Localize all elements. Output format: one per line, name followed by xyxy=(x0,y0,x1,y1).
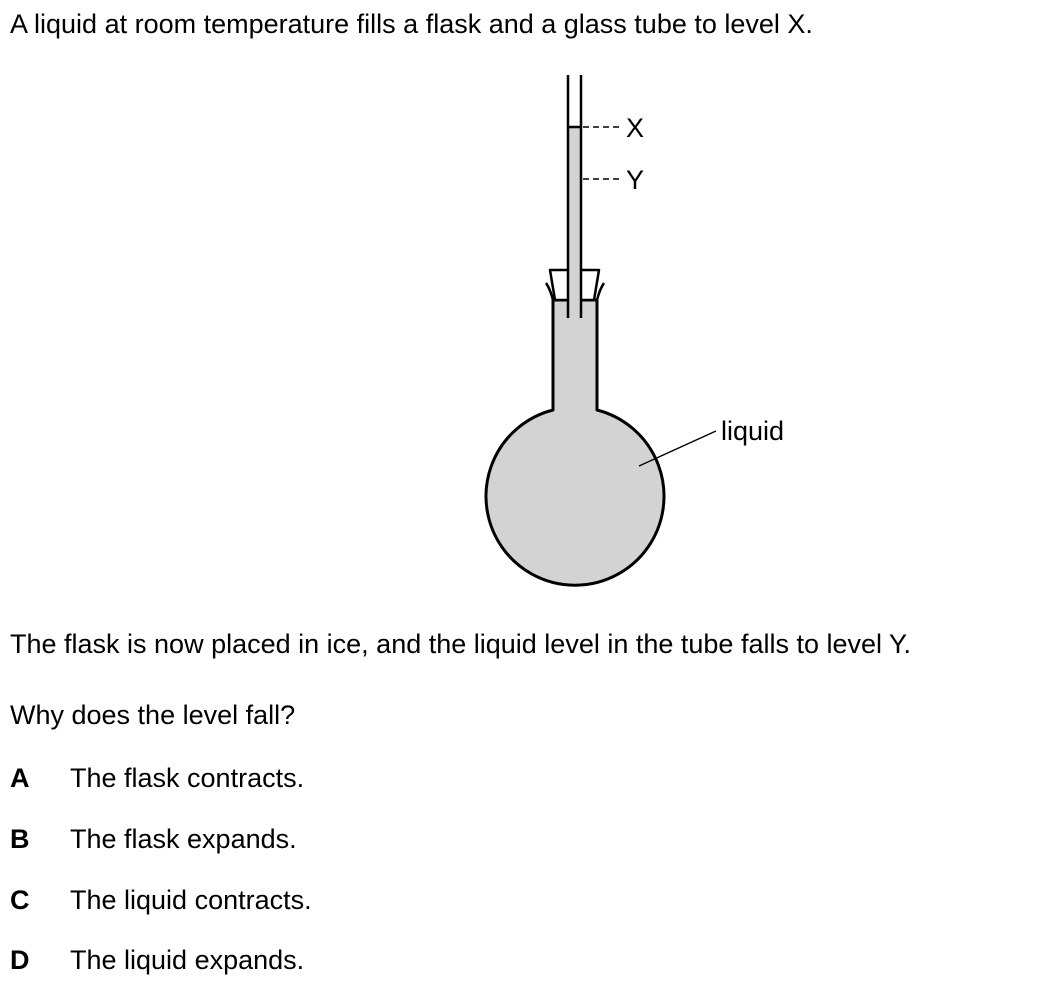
option-letter: B xyxy=(10,824,30,854)
option-letter: D xyxy=(10,945,30,975)
intro-text: A liquid at room temperature fills a flask and a glass tube to level X. xyxy=(10,9,813,39)
liquid-label: liquid xyxy=(721,416,785,446)
flask-body xyxy=(486,300,664,585)
tube-liquid-in-flask xyxy=(569,300,580,318)
level-y-label: Y xyxy=(626,165,645,195)
question-text: Why does the level fall? xyxy=(10,700,296,730)
option-text: The flask contracts. xyxy=(70,763,305,793)
option-text: The flask expands. xyxy=(70,824,297,854)
option-letter: C xyxy=(10,885,30,915)
tube-air xyxy=(569,75,580,127)
tube-liquid xyxy=(569,127,580,300)
statement-text: The flask is now placed in ice, and the liquid level in the tube falls to level Y. xyxy=(10,629,912,659)
level-x-label: X xyxy=(626,113,645,143)
flask-lip-right xyxy=(597,283,604,300)
option-text: The liquid contracts. xyxy=(70,885,312,915)
option-text: The liquid expands. xyxy=(70,945,305,975)
option-letter: A xyxy=(10,763,30,793)
